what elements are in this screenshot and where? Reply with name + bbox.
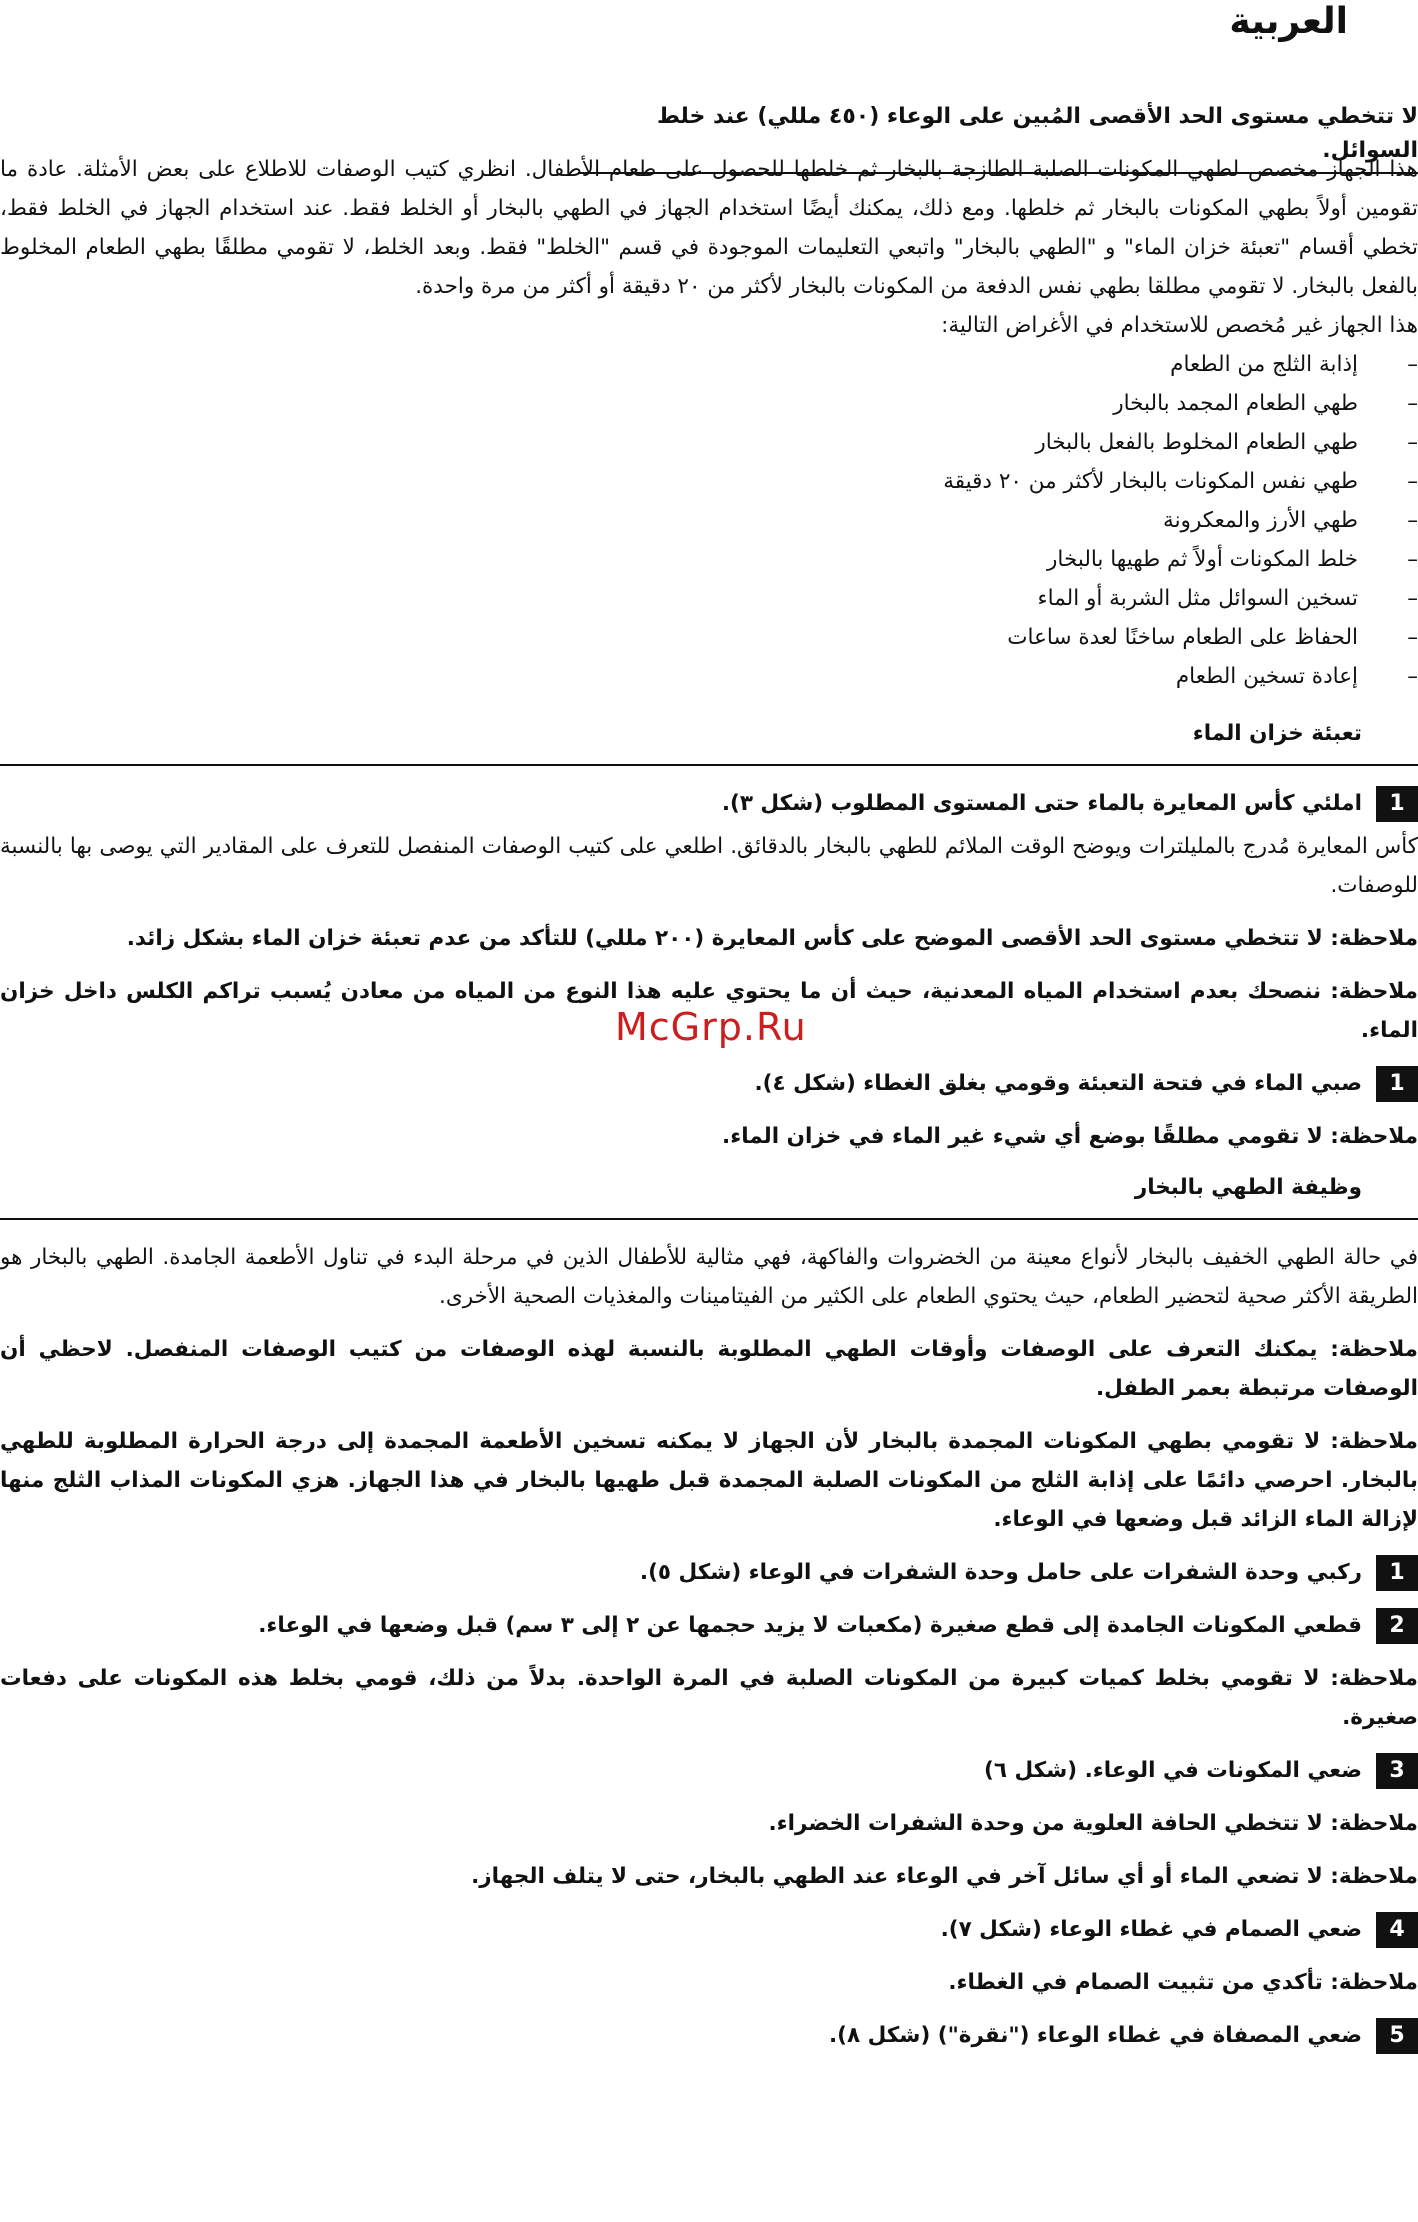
step-text: قطعي المكونات الجامدة إلى قطع صغيرة (مكعبات لا يزيد حجمها عن ٢ إلى ٣ سم) قبل وضعها في الوعاء. <box>258 1613 1362 1638</box>
list-item: – إعادة تسخين الطعام <box>0 657 1418 696</box>
intro-paragraph: هذا الجهاز مخصص لطهي المكونات الصلبة الطازجة بالبخار ثم خلطها للحصول على طعام الأطفال. انظري كتيب الوصفات للاطلاع على بعض الأمثلة. عادة ما تقومين أولاً بطهي المكونات بالبخار ثم خلطها. ومع ذلك، يمكنك أيضًا استخدام الجهاز في الطهي بالبخار أو الخلط فقط. عند استخدام الجهاز في الخلط فقط، تخطي أقسام "تعبئة خزان الماء" و "الطهي بالبخار" واتبعي التعليمات الموجودة في قسم "الخلط" فقط. وبعد الخلط، لا تقومي مطلقًا بطهي الطعام المخلوط بالفعل بالبخار. لا تقومي مطلقا بطهي نفس الدفعة من المكونات بالبخار لأكثر من ٢٠ دقيقة أو أكثر من مرة واحدة. <box>0 157 1418 299</box>
step-insert-valve <box>0 1910 1418 1949</box>
note: ملاحظة: لا تقومي بطهي المكونات المجمدة بالبخار لأن الجهاز لا يمكنه تسخين الأطعمة المجمدة إلى درجة الحرارة المطلوبة للطهي بالبخار. احرصي دائمًا على إذابة الثلج من المكونات الصلبة المجمدة قبل طهيها بالبخار في هذا الجهاز. هزي المكونات المذاب الثلج منها لإزالة الماء الزائد قبل وضعها في الوعاء. <box>0 1429 1418 1532</box>
measuring-cup-paragraph: كأس المعايرة مُدرج بالمليلترات ويوضح الوقت الملائم للطهي بالبخار بالدقائق. اطلعي على كتيب الوصفات المنفصل للتعرف على المقادير التي يوصى بها بالنسبة للوصفات. <box>0 834 1418 898</box>
note: ملاحظة: لا تتخطي مستوى الحد الأقصى الموضح على كأس المعايرة (٢٠٠ مللي) للتأكد من عدم تعبئة خزان الماء بشكل زائد. <box>126 926 1418 951</box>
note: ملاحظة: تأكدي من تثبيت الصمام في الغطاء. <box>948 1970 1418 1995</box>
step-text: ضعي الصمام في غطاء الوعاء (شكل ٧). <box>940 1917 1362 1942</box>
list-item: – إذابة الثلج من الطعام <box>0 345 1418 384</box>
page-content <box>0 150 1418 2059</box>
list-item: – خلط المكونات أولاً ثم طهيها بالبخار <box>0 540 1418 579</box>
section-divider <box>0 1218 1418 1220</box>
step-number: 1 <box>1376 786 1418 822</box>
step-number: 3 <box>1376 1753 1418 1789</box>
section-title-steaming: وظيفة الطهي بالبخار <box>1134 1175 1362 1200</box>
note: ملاحظة: لا تقومي مطلقًا بوضع أي شيء غير الماء في خزان الماء. <box>722 1124 1418 1149</box>
steaming-paragraph: في حالة الطهي الخفيف بالبخار لأنواع معينة من الخضروات والفاكهة، فهي مثالية للأطفال الذين في مرحلة البدء في تناول الأطعمة الجامدة. الطهي بالبخار هو الطريقة الأكثر صحية لتحضير الطعام، حيث يحتوي الطعام على الكثير من الفيتامينات والمغذيات الصحية الأخرى. <box>0 1245 1418 1309</box>
step-text: ضعي المكونات في الوعاء. (شكل ٦) <box>984 1758 1362 1783</box>
not-intended-heading: هذا الجهاز غير مُخصص للاستخدام في الأغراض التالية: <box>941 313 1418 338</box>
step-text: صبي الماء في فتحة التعبئة وقومي بغلق الغطاء (شكل ٤). <box>754 1071 1362 1096</box>
note: ملاحظة: لا تتخطي الحافة العلوية من وحدة الشفرات الخضراء. <box>768 1811 1418 1836</box>
step-number: 5 <box>1376 2018 1418 2054</box>
top-warning: لا تتخطي مستوى الحد الأقصى المُبين على الوعاء (٤٥٠ مللي) عند خلط السوائل. <box>578 100 1418 174</box>
list-item: – طهي نفس المكونات بالبخار لأكثر من ٢٠ دقيقة <box>0 462 1418 501</box>
list-item: – طهي الأرز والمعكرونة <box>0 501 1418 540</box>
step-number: 1 <box>1376 1066 1418 1102</box>
step-attach-blade <box>0 1553 1418 1592</box>
note: ملاحظة: لا تقومي بخلط كميات كبيرة من المكونات الصلبة في المرة الواحدة. بدلاً من ذلك، قومي بخلط هذه المكونات على دفعات صغيرة. <box>0 1666 1418 1730</box>
watermark: McGrp.Ru <box>615 1005 807 1049</box>
note: ملاحظة: يمكنك التعرف على الوصفات وأوقات الطهي المطلوبة بالنسبة لهذه الوصفات من كتيب الوصفات المنفصل. لاحظي أن الوصفات مرتبطة بعمر الطفل. <box>0 1337 1418 1401</box>
list-item: – تسخين السوائل مثل الشربة أو الماء <box>0 579 1418 618</box>
note: ملاحظة: لا تضعي الماء أو أي سائل آخر في الوعاء عند الطهي بالبخار، حتى لا يتلف الجهاز. <box>471 1864 1418 1889</box>
step-number: 2 <box>1376 1608 1418 1644</box>
step-number: 1 <box>1376 1555 1418 1591</box>
not-intended-list <box>0 345 1418 696</box>
step-cut-ingredients <box>0 1606 1418 1645</box>
section-divider <box>0 764 1418 766</box>
step-pour-water <box>0 1064 1418 1103</box>
step-text: املئي كأس المعايرة بالماء حتى المستوى المطلوب (شكل ٣). <box>721 791 1362 816</box>
step-text: ركبي وحدة الشفرات على حامل وحدة الشفرات في الوعاء (شكل ٥). <box>639 1560 1362 1585</box>
list-item: – طهي الطعام المخلوط بالفعل بالبخار <box>0 423 1418 462</box>
section-title-water-tank: تعبئة خزان الماء <box>1192 721 1362 746</box>
list-item: – الحفاظ على الطعام ساخنًا لعدة ساعات <box>0 618 1418 657</box>
step-insert-strainer <box>0 2016 1418 2055</box>
step-text: ضعي المصفاة في غطاء الوعاء ("نقرة") (شكل ٨). <box>829 2023 1362 2048</box>
list-item: – طهي الطعام المجمد بالبخار <box>0 384 1418 423</box>
step-fill-measuring-cup <box>0 784 1418 823</box>
language-title: العربية <box>1229 1 1348 42</box>
step-put-ingredients <box>0 1751 1418 1790</box>
step-number: 4 <box>1376 1912 1418 1948</box>
note: ملاحظة: ننصحك بعدم استخدام المياه المعدنية، حيث أن ما يحتوي عليه هذا النوع من المياه من معادن يُسبب تراكم الكلس داخل خزان الماء. <box>0 979 1418 1043</box>
